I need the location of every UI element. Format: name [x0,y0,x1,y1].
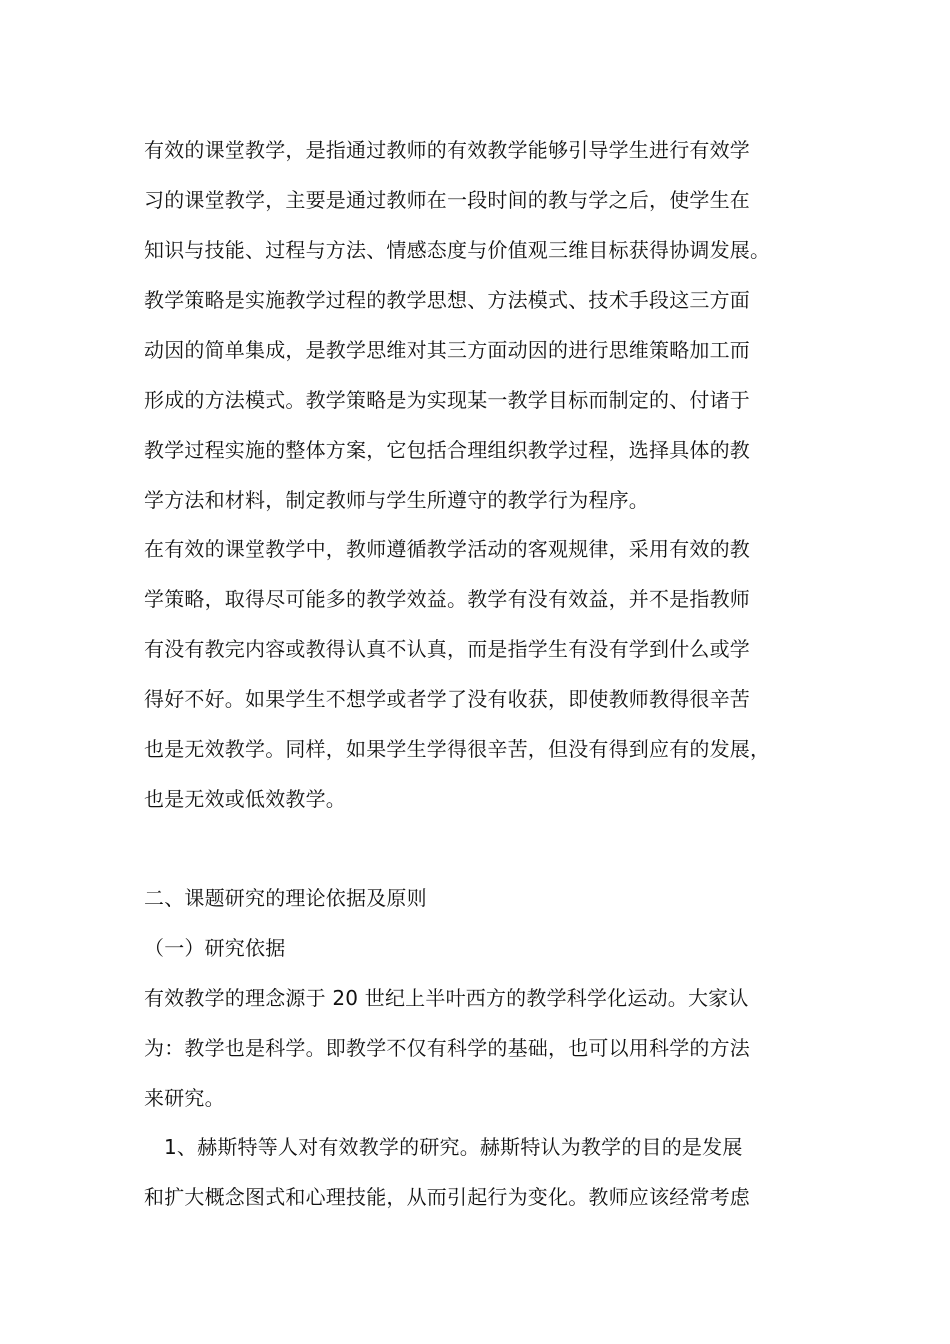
text-line: 知识与技能、过程与方法、情感态度与价值观三维目标获得协调发展。 [144,238,771,262]
text-line: 得好不好。如果学生不想学或者学了没有收获，即使教师教得很辛苦 [144,687,750,711]
text-line: 学策略，取得尽可能多的教学效益。教学有没有效益，并不是指教师 [144,587,750,611]
subsection-heading: （一）研究依据 [144,936,286,960]
text-line: 和扩大概念图式和心理技能，从而引起行为变化。教师应该经常考虑 [144,1185,750,1209]
text-line: 有效教学的理念源于 20 世纪上半叶西方的教学科学化运动。大家认 [144,986,749,1010]
text-line: 学方法和材料，制定教师与学生所遵守的教学行为程序。 [144,488,649,512]
text-line: 动因的简单集成，是教学思维对其三方面动因的进行思维策略加工而 [144,338,750,362]
section-heading: 二、课题研究的理论依据及原则 [144,886,427,910]
text-line: 形成的方法模式。教学策略是为实现某一教学目标而制定的、付诸于 [144,388,750,412]
text-line: 有没有教完内容或教得认真不认真，而是指学生有没有学到什么或学 [144,637,750,661]
text-line: 在有效的课堂教学中，教师遵循教学活动的客观规律，采用有效的教 [144,537,750,561]
text-line: 习的课堂教学，主要是通过教师在一段时间的教与学之后，使学生在 [144,188,750,212]
text-line: 1、赫斯特等人对有效教学的研究。赫斯特认为教学的目的是发展 [164,1135,743,1159]
text-line: 为：教学也是科学。即教学不仅有科学的基础，也可以用科学的方法 [144,1036,750,1060]
text-line: 也是无效教学。同样，如果学生学得很辛苦，但没有得到应有的发展， [144,737,771,761]
text-line: 也是无效或低效教学。 [144,787,346,811]
text-line: 教学过程实施的整体方案，它包括合理组织教学过程，选择具体的教 [144,438,750,462]
text-line: 来研究。 [144,1086,225,1110]
text-line: 教学策略是实施教学过程的教学思想、方法模式、技术手段这三方面 [144,288,750,312]
text-line: 有效的课堂教学，是指通过教师的有效教学能够引导学生进行有效学 [144,138,750,162]
